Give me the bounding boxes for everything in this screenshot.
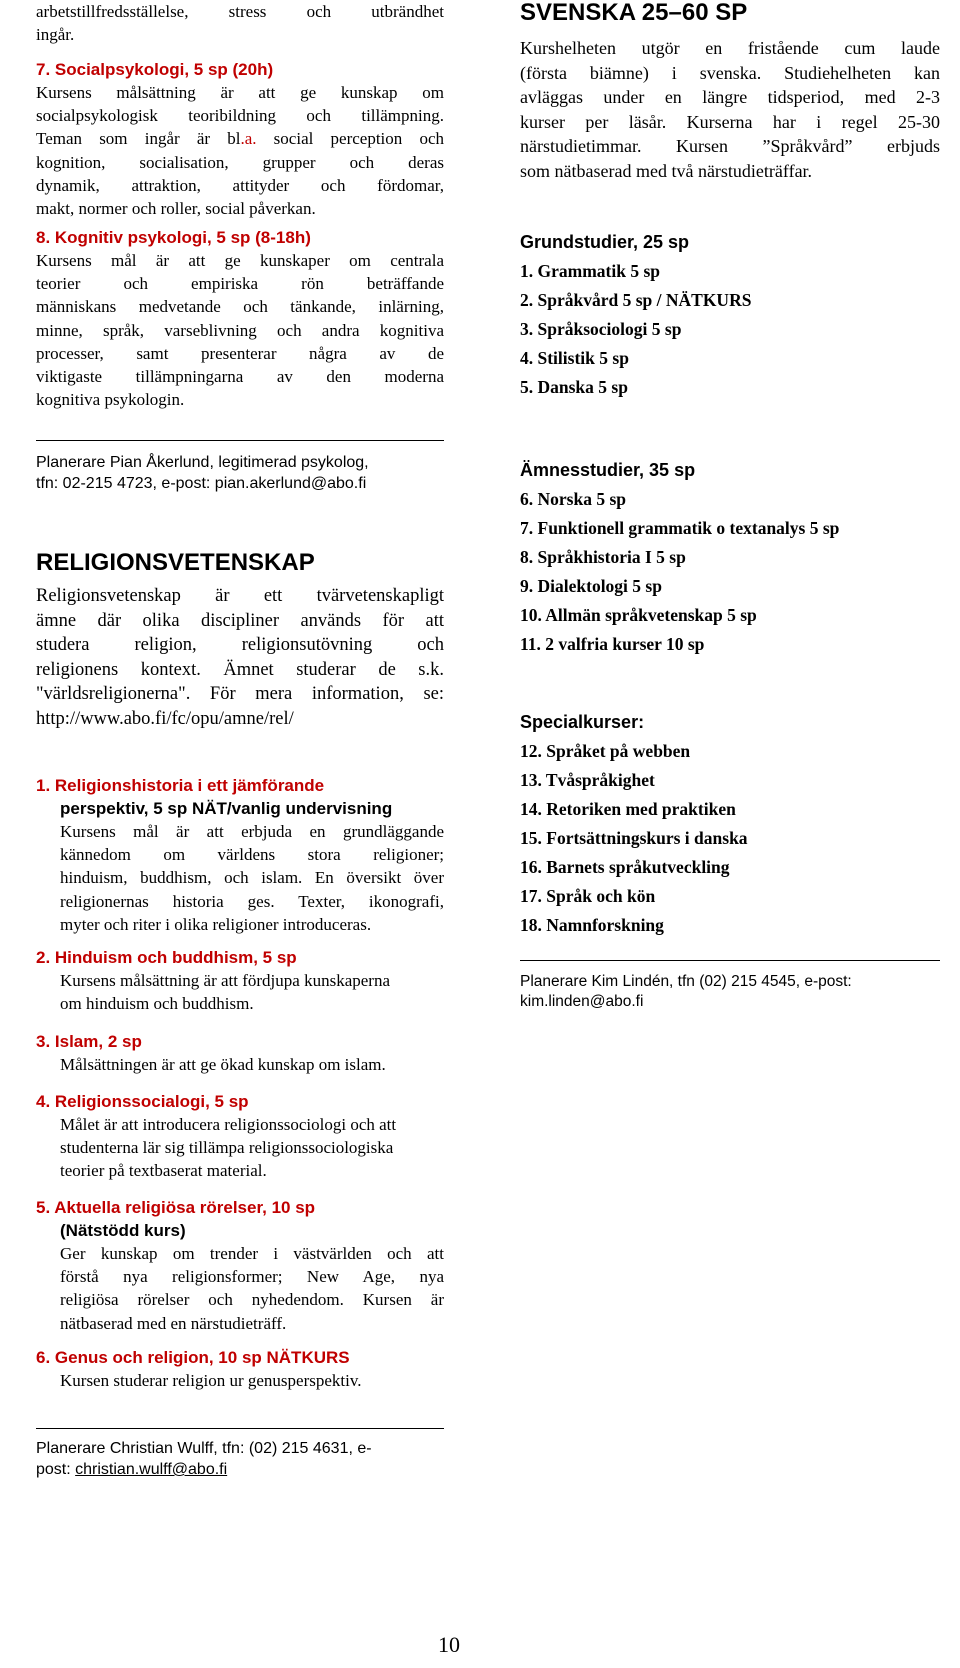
text-line: makt, normer och roller, social påverkan. — [36, 199, 316, 219]
list-item: 15. Fortsättningskurs i danska — [520, 828, 748, 848]
text-line: hinduism, buddhism, och islam. En översikt över — [60, 868, 444, 888]
text-line: myter och riter i olika religioner introduceras. — [60, 914, 372, 934]
list-item: 13. Tvåspråkighet — [520, 770, 655, 790]
email-link[interactable]: christian.wulff@abo.fi — [75, 1461, 228, 1478]
text-line: minne, språk, varseblivning och andra kognitiva — [36, 320, 444, 340]
course-heading: 8. Kognitiv psykologi, 5 sp (8-18h) — [36, 228, 311, 247]
list-item: 14. Retoriken med praktiken — [520, 799, 736, 819]
text-line: viktigaste tillämpningarna av den moderna — [36, 367, 444, 387]
list-item: 2. Språkvård 5 sp / NÄTKURS — [520, 290, 752, 310]
course-description — [36, 1369, 444, 1392]
list-item: 7. Funktionell grammatik o textanalys 5 sp — [520, 518, 840, 538]
course-list — [520, 737, 940, 940]
list-item: 8. Språkhistoria I 5 sp — [520, 547, 686, 567]
text-line: religiösa rörelser och nyhedendom. Kursen är — [60, 1290, 444, 1310]
text-line: kognitiva psykologin. — [36, 390, 185, 410]
list-item: 11. 2 valfria kurser 10 sp — [520, 634, 705, 654]
text-line: studenterna lär sig tillämpa religionssociologiska — [60, 1138, 394, 1158]
text-line: Kursen studerar religion ur genusperspektiv. — [60, 1371, 362, 1390]
text-line: Kursens mål är att ge kunskaper om centrala — [36, 251, 444, 270]
planner-line — [36, 1459, 444, 1480]
text-line: religionens kontext. Ämnet studerar de s.k. — [36, 659, 444, 680]
course-heading-cont: (Nätstödd kurs) — [60, 1221, 186, 1240]
course-description — [36, 249, 444, 411]
text-line: Ger kunskap om trender i västvärlden och att — [60, 1244, 444, 1263]
planner-line: Planerare Kim Lindén, tfn (02) 215 4545, e-post: — [520, 973, 852, 990]
text-line: Målsättningen är att ge ökad kunskap om islam. — [60, 1055, 386, 1074]
course-list — [520, 257, 940, 402]
group-heading: Ämnesstudier, 35 sp — [520, 460, 696, 480]
text-line: socialpsykologisk teoribildning och tillämpning. — [36, 106, 444, 126]
list-item: 18. Namnforskning — [520, 915, 664, 935]
intro-text — [36, 0, 444, 46]
course-description — [36, 820, 444, 936]
divider — [36, 1428, 444, 1429]
list-item: 16. Barnets språkutveckling — [520, 857, 730, 877]
text-line: kurser per läsår. Kurserna har i regel 25-30 — [520, 111, 940, 132]
amnesstudier-group — [520, 458, 940, 659]
text-line: ämne där olika discipliner används för att — [36, 610, 444, 631]
planner-religion — [36, 1438, 444, 1480]
section-intro — [36, 584, 444, 731]
list-item: 10. Allmän språkvetenskap 5 sp — [520, 605, 757, 625]
religion-course-5 — [36, 1196, 444, 1335]
religion-course-4 — [36, 1090, 444, 1183]
text-part: social perception och — [256, 129, 444, 149]
course-description — [36, 969, 444, 1015]
course-description — [36, 1113, 444, 1183]
list-item: 1. Grammatik 5 sp — [520, 261, 660, 281]
text-line: förstå nya religionsformer; New Age, nya — [60, 1267, 444, 1287]
religion-section — [36, 548, 444, 731]
course-8 — [36, 226, 444, 411]
course-heading-cont: perspektiv, 5 sp NÄT/vanlig undervisning — [60, 799, 393, 818]
planner-prefix: post: — [36, 1461, 76, 1478]
list-item: 3. Språksociologi 5 sp — [520, 319, 682, 339]
religion-course-1 — [36, 774, 444, 936]
text-line: människans medvetande och tänkande, inlärning, — [36, 297, 444, 317]
divider — [520, 960, 940, 961]
planner-line: Planerare Christian Wulff, tfn: (02) 215 4631, e- — [36, 1440, 372, 1457]
planner-line: Planerare Pian Åkerlund, legitimerad psykolog, — [36, 454, 369, 471]
divider — [36, 440, 444, 441]
text-line: kognition, socialisation, grupper och deras — [36, 152, 444, 172]
section-title: SVENSKA 25–60 SP — [520, 0, 748, 26]
text-line: kännedom om världens stora religioner; — [60, 845, 444, 865]
text-line: teorier och empiriska rön beträffande — [36, 274, 444, 294]
planner-line: kim.linden@abo.fi — [520, 993, 644, 1010]
group-heading: Specialkurser: — [520, 712, 645, 732]
page-number: 10 — [438, 1632, 460, 1657]
course-heading: 2. Hinduism och buddhism, 5 sp — [36, 948, 297, 967]
text-line: religionernas historia ges. Texter, ikonografi, — [60, 891, 444, 911]
list-item: 6. Norska 5 sp — [520, 489, 626, 509]
course-description — [36, 81, 444, 220]
text-line: studera religion, religionsutövning och — [36, 635, 444, 655]
section-title: RELIGIONSVETENSKAP — [36, 549, 315, 576]
course-description — [36, 1242, 444, 1335]
list-item: 17. Språk och kön — [520, 886, 656, 906]
religion-course-3 — [36, 1030, 444, 1076]
info-link[interactable]: http://www.abo.fi/fc/opu/amne/rel/ — [36, 708, 294, 729]
course-description — [36, 1053, 444, 1076]
list-item: 12. Språket på webben — [520, 741, 691, 761]
left-column — [36, 0, 444, 1668]
text-line: Kursens målsättning är att fördjupa kunskaperna — [60, 971, 390, 990]
list-item: 5. Danska 5 sp — [520, 377, 628, 397]
text-part: Teman som ingår är bl — [36, 129, 241, 149]
course-heading: 7. Socialpsykologi, 5 sp (20h) — [36, 60, 274, 79]
specialkurser-group — [520, 710, 940, 940]
text-line: Kurshelheten utgör en fristående cum laude — [520, 38, 940, 58]
text-line: teorier på textbaserat material. — [60, 1161, 267, 1181]
planner-line: tfn: 02-215 4723, e-post: pian.akerlund@abo.fi — [36, 475, 367, 492]
course-list — [520, 485, 940, 659]
text-line: Teman som ingår är bl.a. social perception och — [36, 129, 444, 149]
list-item: 9. Dialektologi 5 sp — [520, 576, 662, 596]
text-line: avläggas under en längre tidsperiod, med 2-3 — [520, 87, 940, 107]
list-item: 4. Stilistik 5 sp — [520, 348, 629, 368]
course-heading: 6. Genus och religion, 10 sp NÄTKURS — [36, 1348, 350, 1367]
religion-course-6 — [36, 1346, 444, 1392]
text-line: Kursens målsättning är att ge kunskap om — [36, 83, 444, 102]
group-heading: Grundstudier, 25 sp — [520, 232, 690, 252]
text-line: Målet är att introducera religionssociologi och att — [60, 1115, 397, 1134]
text-line: nätbaserad med en närstudieträff. — [60, 1313, 287, 1333]
course-7 — [36, 58, 444, 220]
section-intro — [520, 36, 940, 183]
course-heading: 1. Religionshistoria i ett jämförande — [36, 776, 325, 795]
text-line: "världsreligionerna". För mera information, se: — [36, 684, 444, 704]
text-line: Kursens mål är att erbjuda en grundläggande — [60, 822, 444, 841]
text-line: Religionsvetenskap är ett tvärvetenskapligt — [36, 586, 444, 606]
planner-swedish — [520, 972, 940, 1012]
right-column — [520, 0, 940, 1668]
course-heading: 4. Religionssocialogi, 5 sp — [36, 1092, 249, 1111]
text-line: närstudietimmar. Kursen ”Språkvård” erbjuds — [520, 136, 940, 156]
text-line: ingår. — [36, 25, 75, 45]
text-line: (första biämne) i svenska. Studiehelheten kan — [520, 62, 940, 83]
planner-psychology — [36, 452, 444, 494]
text-line: som nätbaserad med två närstudieträffar. — [520, 160, 813, 181]
text-line: dynamik, attraktion, attityder och fördomar, — [36, 175, 444, 195]
course-heading: 3. Islam, 2 sp — [36, 1032, 142, 1051]
religion-course-2 — [36, 946, 444, 1015]
text-line: arbetstillfredsställelse, stress och utbrändhet — [36, 2, 444, 21]
grundstudier-group — [520, 230, 940, 402]
text-line: processer, samt presenterar några av de — [36, 343, 444, 363]
text-line: om hinduism och buddhism. — [60, 994, 254, 1014]
course-heading: 5. Aktuella religiösa rörelser, 10 sp — [36, 1198, 316, 1217]
